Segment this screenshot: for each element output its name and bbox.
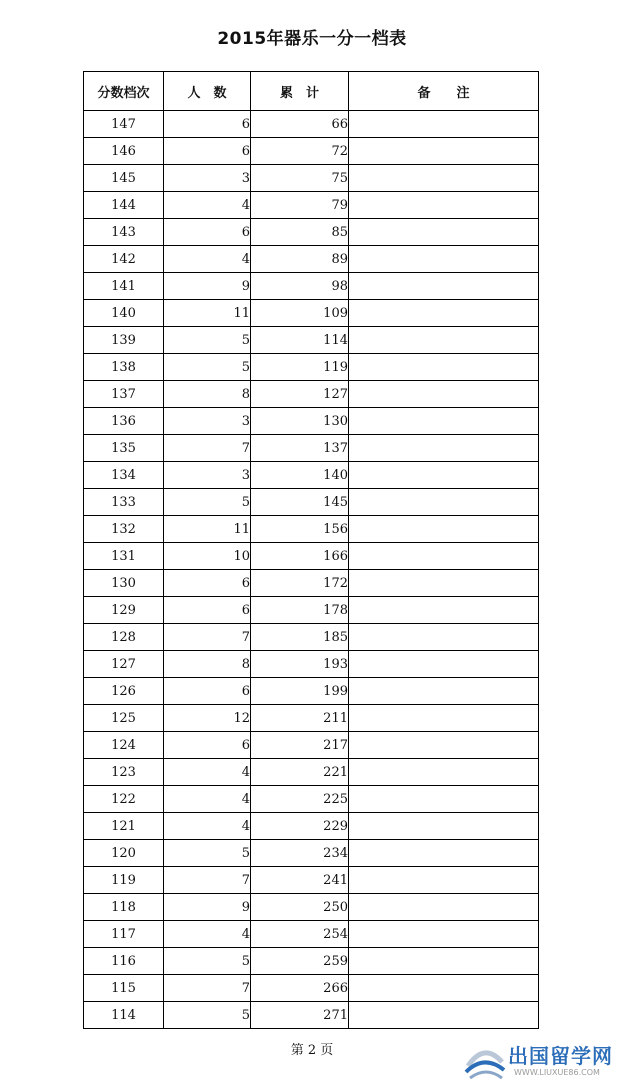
count-cell: 6 [164,678,251,705]
cum-cell: 114 [251,327,349,354]
note-cell [349,786,539,813]
count-cell: 7 [164,435,251,462]
table-row [84,840,539,867]
cum-cell: 229 [251,813,349,840]
score-cell: 147 [84,111,164,138]
table-row [84,786,539,813]
note-cell [349,597,539,624]
cum-cell: 172 [251,570,349,597]
cum-cell: 85 [251,219,349,246]
table-row [84,570,539,597]
note-cell [349,300,539,327]
score-cell: 141 [84,273,164,300]
cum-cell: 266 [251,975,349,1002]
note-cell [349,408,539,435]
score-cell: 132 [84,516,164,543]
cum-cell: 98 [251,273,349,300]
table-row [84,975,539,1002]
table-row [84,462,539,489]
count-cell: 11 [164,300,251,327]
table-row [84,813,539,840]
count-cell: 3 [164,462,251,489]
score-cell: 118 [84,894,164,921]
table-row [84,867,539,894]
table-row [84,165,539,192]
table-row [84,1002,539,1029]
count-cell: 9 [164,894,251,921]
cum-cell: 109 [251,300,349,327]
note-cell [349,948,539,975]
cum-cell: 199 [251,678,349,705]
score-cell: 129 [84,597,164,624]
table-row [84,381,539,408]
table-row [84,732,539,759]
table-row [84,516,539,543]
score-cell: 117 [84,921,164,948]
count-cell: 6 [164,597,251,624]
score-cell: 142 [84,246,164,273]
score-cell: 139 [84,327,164,354]
note-cell [349,759,539,786]
table-row [84,219,539,246]
count-cell: 6 [164,570,251,597]
cum-cell: 79 [251,192,349,219]
note-cell [349,705,539,732]
note-cell [349,435,539,462]
cum-cell: 225 [251,786,349,813]
count-cell: 11 [164,516,251,543]
count-cell: 7 [164,975,251,1002]
score-distribution-table [83,71,539,1029]
count-cell: 3 [164,165,251,192]
count-cell: 7 [164,867,251,894]
cum-cell: 217 [251,732,349,759]
count-cell: 4 [164,813,251,840]
table-row [84,705,539,732]
table-row [84,921,539,948]
cum-cell: 211 [251,705,349,732]
score-cell: 127 [84,651,164,678]
note-cell [349,381,539,408]
table-row [84,192,539,219]
cum-cell: 140 [251,462,349,489]
note-cell [349,543,539,570]
note-cell [349,651,539,678]
note-cell [349,111,539,138]
note-cell [349,489,539,516]
score-cell: 130 [84,570,164,597]
cum-cell: 254 [251,921,349,948]
count-cell: 6 [164,111,251,138]
cum-cell: 271 [251,1002,349,1029]
cum-cell: 119 [251,354,349,381]
header-cumulative: 累 计 [251,72,349,111]
score-cell: 138 [84,354,164,381]
note-cell [349,732,539,759]
cum-cell: 66 [251,111,349,138]
count-cell: 5 [164,327,251,354]
score-cell: 115 [84,975,164,1002]
table-body [84,111,539,1029]
cum-cell: 221 [251,759,349,786]
globe-icon [462,1036,506,1084]
score-cell: 124 [84,732,164,759]
note-cell [349,678,539,705]
note-cell [349,840,539,867]
table-row [84,624,539,651]
count-cell: 9 [164,273,251,300]
note-cell [349,165,539,192]
score-cell: 114 [84,1002,164,1029]
table-header [84,72,539,111]
cum-cell: 75 [251,165,349,192]
cum-cell: 178 [251,597,349,624]
count-cell: 5 [164,840,251,867]
note-cell [349,921,539,948]
table-row [84,273,539,300]
cum-cell: 234 [251,840,349,867]
score-cell: 121 [84,813,164,840]
count-cell: 5 [164,354,251,381]
table-row [84,435,539,462]
note-cell [349,516,539,543]
cum-cell: 185 [251,624,349,651]
count-cell: 3 [164,408,251,435]
score-cell: 140 [84,300,164,327]
score-cell: 133 [84,489,164,516]
score-cell: 144 [84,192,164,219]
table-row [84,408,539,435]
cum-cell: 145 [251,489,349,516]
count-cell: 6 [164,732,251,759]
cum-cell: 130 [251,408,349,435]
cum-cell: 156 [251,516,349,543]
score-cell: 145 [84,165,164,192]
note-cell [349,1002,539,1029]
table-row [84,543,539,570]
score-cell: 116 [84,948,164,975]
cum-cell: 193 [251,651,349,678]
note-cell [349,570,539,597]
table-row [84,759,539,786]
score-cell: 122 [84,786,164,813]
count-cell: 5 [164,1002,251,1029]
count-cell: 6 [164,138,251,165]
count-cell: 5 [164,948,251,975]
table-row [84,597,539,624]
header-row [84,72,539,111]
score-cell: 131 [84,543,164,570]
count-cell: 4 [164,246,251,273]
cum-cell: 259 [251,948,349,975]
count-cell: 8 [164,381,251,408]
score-cell: 128 [84,624,164,651]
cum-cell: 137 [251,435,349,462]
watermark-name: 出国留学网 [508,1044,613,1068]
score-cell: 120 [84,840,164,867]
score-cell: 119 [84,867,164,894]
table-row [84,948,539,975]
cum-cell: 127 [251,381,349,408]
score-cell: 136 [84,408,164,435]
table-row [84,894,539,921]
note-cell [349,354,539,381]
note-cell [349,624,539,651]
score-cell: 123 [84,759,164,786]
table-row [84,138,539,165]
page-number: 第 2 页 [290,1043,334,1058]
table-row [84,489,539,516]
table-row [84,246,539,273]
count-cell: 8 [164,651,251,678]
count-cell: 5 [164,489,251,516]
cum-cell: 250 [251,894,349,921]
score-cell: 126 [84,678,164,705]
cum-cell: 241 [251,867,349,894]
count-cell: 6 [164,219,251,246]
count-cell: 7 [164,624,251,651]
watermark-logo [462,1036,622,1088]
count-cell: 4 [164,786,251,813]
score-cell: 143 [84,219,164,246]
header-count: 人 数 [164,72,251,111]
note-cell [349,192,539,219]
count-cell: 12 [164,705,251,732]
note-cell [349,138,539,165]
table-row [84,354,539,381]
page-title: 2015年器乐一分一档表 [217,29,407,49]
count-cell: 4 [164,759,251,786]
note-cell [349,462,539,489]
table-row [84,651,539,678]
table-row [84,678,539,705]
watermark-url: WWW.LIUXUE86.COM [514,1068,600,1077]
table-row [84,300,539,327]
score-cell: 137 [84,381,164,408]
note-cell [349,273,539,300]
score-cell: 125 [84,705,164,732]
note-cell [349,246,539,273]
note-cell [349,327,539,354]
note-cell [349,894,539,921]
score-cell: 135 [84,435,164,462]
count-cell: 4 [164,921,251,948]
header-score: 分数档次 [84,72,164,111]
header-note: 备 注 [349,72,539,111]
count-cell: 4 [164,192,251,219]
table-row [84,327,539,354]
note-cell [349,867,539,894]
score-cell: 134 [84,462,164,489]
note-cell [349,975,539,1002]
count-cell: 10 [164,543,251,570]
note-cell [349,813,539,840]
cum-cell: 166 [251,543,349,570]
cum-cell: 72 [251,138,349,165]
note-cell [349,219,539,246]
score-cell: 146 [84,138,164,165]
table-row [84,111,539,138]
cum-cell: 89 [251,246,349,273]
